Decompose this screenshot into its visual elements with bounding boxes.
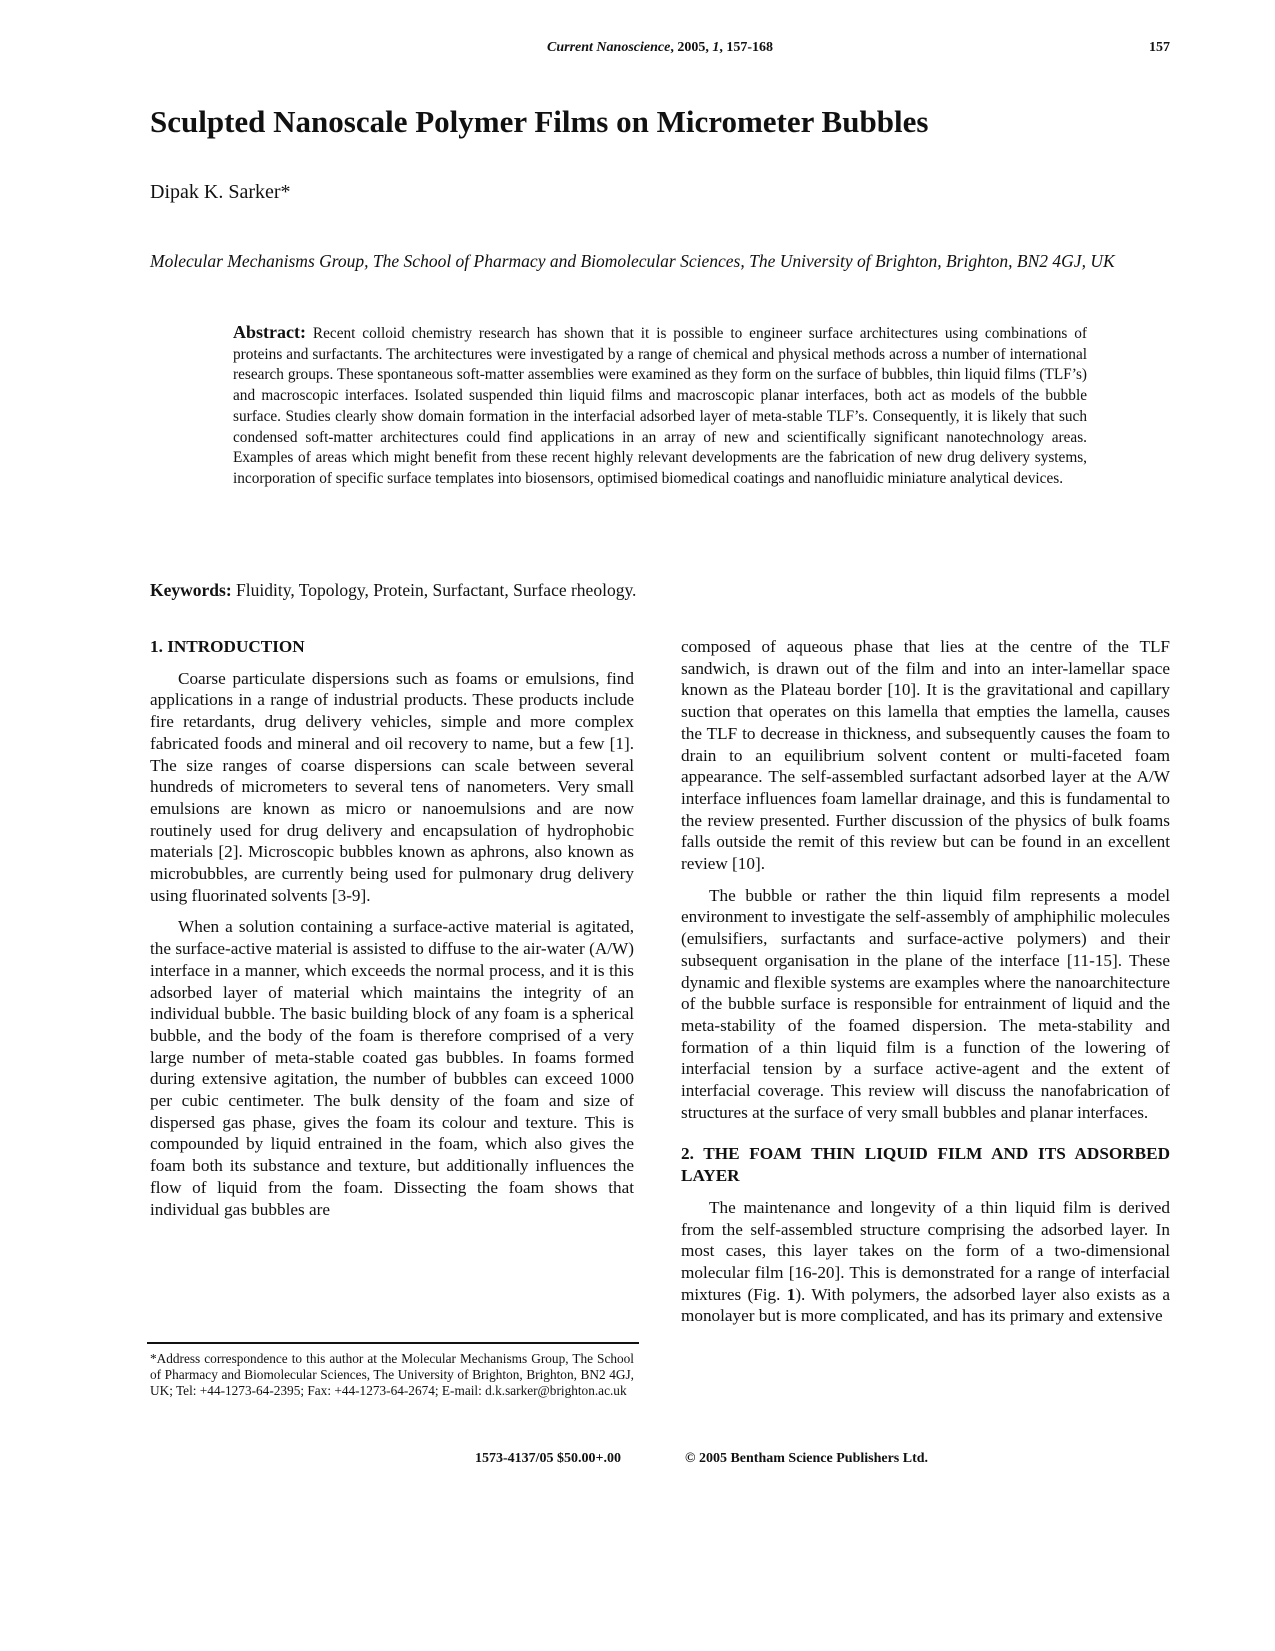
abstract <box>233 322 1087 490</box>
left-column <box>150 636 634 1230</box>
paragraph <box>681 1197 1170 1327</box>
paragraph: Coarse particulate dispersions such as foams or emulsions, find applications in a range of industrial products. These products include fire retardants, drug delivery vehicles, simple and more complex fabricated foods and mineral and oil recovery to name, but a few [1]. The size ranges of coarse dispersions can scale between several hundreds of micrometers to several tens of nanometers. Very small emulsions are known as micro or nanoemulsions and are now routinely used for drug delivery and encapsulation of hydrophobic materials [2]. Microscopic bubbles known as aphrons, also known as microbubbles, are currently being used for pulmonary drug delivery using fluorinated solvents [3-9]. <box>150 668 634 905</box>
paragraph: The bubble or rather the thin liquid film represents a model environment to investigate the self-assembly of amphiphilic molecules (emulsifiers, surfactants and surface-active polymers) and their subsequent organisation in the plane of the interface [11-15]. These dynamic and flexible systems are examples where the nanoarchitecture of the bubble surface is responsible for entrainment of liquid and the meta-stability of the foamed dispersion. The meta-stability and formation of a thin liquid film is a function of the lowering of interfacial tension by a surface active-agent and the extent of interfacial coverage. This review will discuss the nanofabrication of structures at the surface of very small bubbles and planar interfaces. <box>681 885 1170 1122</box>
footnote: *Address correspondence to this author at the Molecular Mechanisms Group, The School of Pharmacy and Biomolecular Sciences, The University of Brighton, Brighton, BN2 4GJ, UK; Tel: +44-1273-64-2395; Fax: +44-1273-64-2674; E-mail: d.k.sarker@brighton.ac.uk <box>150 1351 634 1398</box>
issn-price: 1573-4137/05 $50.00+.00 <box>475 1451 622 1466</box>
affiliation: Molecular Mechanisms Group, The School of Pharmacy and Biomolecular Sciences, The University of Brighton, Brighton, BN2 4GJ, UK <box>150 251 1115 271</box>
running-header <box>150 40 1170 56</box>
paragraph-text: The maintenance and longevity of a thin liquid film is derived from the self-assembled structure comprising the adsorbed layer. In most cases, this layer takes on the form of a two-dimensional molecular film [16-20]. This is demonstrated for a range of interfacial mixtures (Fig. <box>681 1197 1170 1304</box>
journal-volume: 1 <box>712 40 720 55</box>
figure-reference: 1 <box>786 1284 796 1304</box>
journal-name: Current Nanoscience <box>547 40 671 55</box>
journal-year: , 2005, <box>670 40 713 55</box>
keywords-text: Fluidity, Topology, Protein, Surfactant, Surface rheology. <box>231 580 637 600</box>
footnote-divider <box>147 1342 639 1344</box>
paragraph: When a solution containing a surface-active material is agitated, the surface-active material is assisted to diffuse to the air-water (A/W) interface in a manner, which exceeds the normal process, and it is this adsorbed layer of material which maintains the integrity of an individual bubble. The basic building block of any foam is a spherical bubble, and the body of the foam is therefore comprised of a very large number of meta-stable coated gas bubbles. In foams formed during extensive agitation, the number of bubbles can exceed 1000 per cubic centimeter. The bulk density of the foam and size of dispersed gas phase, gives the foam its colour and texture. This is compounded by liquid entrained in the foam, which also gives the foam both its substance and texture, but additionally influences the flow of liquid from the foam. Dissecting the foam shows that individual gas bubbles are <box>150 917 634 1219</box>
page-number: 157 <box>1149 40 1170 55</box>
paper-title: Sculpted Nanoscale Polymer Films on Micrometer Bubbles <box>150 104 929 139</box>
keywords <box>150 580 1170 601</box>
right-column <box>681 636 1170 1337</box>
author-name: Dipak K. Sarker* <box>150 181 291 203</box>
keywords-label: Keywords: <box>150 580 232 600</box>
abstract-label: Abstract: <box>233 322 306 342</box>
journal-pages: , 157-168 <box>719 40 773 55</box>
paragraph-text: ). With polymers, the adsorbed layer also exists as a monolayer but is more complicated, and has its primary and extensive <box>681 1284 1170 1326</box>
abstract-text: Recent colloid chemistry research has shown that it is possible to engineer surface architectures using combinations of proteins and surfactants. The architectures were investigated by a range of chemical and physical methods across a number of international research groups. These spontaneous soft-matter assemblies were examined as they form on the surface of bubbles, thin liquid films (TLF’s) and macroscopic interfaces. Isolated suspended thin liquid films and macroscopic planar interfaces, both act as models of the bubble surface. Studies clearly show domain formation in the interfacial adsorbed layer of meta-stable TLF’s. Consequently, it is likely that such condensed soft-matter architectures could find applications in an array of new and scientifically significant nanotechnology areas. Examples of areas which might benefit from these recent highly relevant developments are the fabrication of new drug delivery systems, incorporation of specific surface templates into biosensors, optimised biomedical coatings and nanofluidic miniature analytical devices. <box>233 325 1087 487</box>
section-heading-foam-film: 2. THE FOAM THIN LIQUID FILM AND ITS ADSORBED LAYER <box>681 1144 1170 1186</box>
section-heading-introduction: 1. INTRODUCTION <box>150 637 305 656</box>
copyright-notice: © 2005 Bentham Science Publishers Ltd. <box>685 1451 929 1466</box>
paragraph-continued: composed of aqueous phase that lies at the centre of the TLF sandwich, is drawn out of the film and into an inter-lamellar space known as the Plateau border [10]. It is the gravitational and capillary suction that operates on this lamella that empties the lamella, causes the TLF to decrease in thickness, and subsequently causes the foam to drain to an equilibrium solvent content or multi-faceted foam appearance. The self-assembled surfactant adsorbed layer at the A/W interface influences foam lamellar drainage, and this is fundamental to the review presented. Further discussion of the physics of bulk foams falls outside the remit of this review but can be found in an excellent review [10]. <box>681 637 1170 874</box>
